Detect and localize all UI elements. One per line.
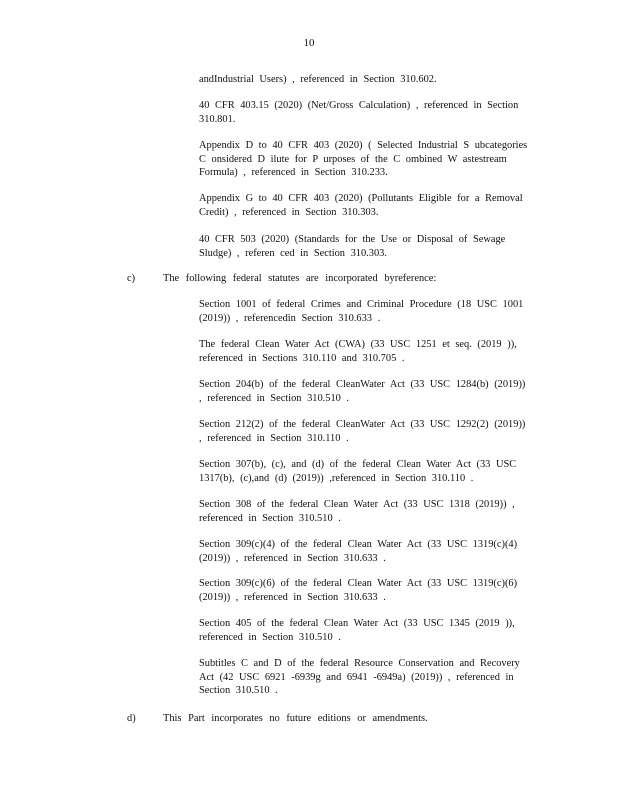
cfr-entry: 40 CFR 403.15 (2020) (Net/Gross Calculation) , referenced in Section 310.801. xyxy=(199,100,519,125)
statute-entry: Section 405 of the federal Clean Water Act (33 USC 1345 (2019 )), referenced in Section 310.510 . xyxy=(199,618,515,643)
section-d-text: This Part incorporates no future editions or amendments. xyxy=(163,713,428,724)
section-c-text: The following federal statutes are incorporated byreference: xyxy=(163,273,437,284)
statute-entry: Section 308 of the federal Clean Water Act (33 USC 1318 (2019)) , referenced in Section 310.510 . xyxy=(199,499,515,524)
statute-entry: Section 1001 of federal Crimes and Criminal Procedure (18 USC 1001 (2019)) , referencedin Section 310.633 . xyxy=(199,299,524,324)
section-c-label: c) xyxy=(127,273,136,284)
page-number: 10 xyxy=(303,37,315,49)
cfr-entry: 40 CFR 503 (2020) (Standards for the Use or Disposal of Sewage Sludge) , referen ced in Section 310.303. xyxy=(199,234,506,259)
statute-entry: The federal Clean Water Act (CWA) (33 USC 1251 et seq. (2019 )), referenced in Sections 310.110 and 310.705 . xyxy=(199,339,517,364)
statute-entry: Section 309(c)(4) of the federal Clean Water Act (33 USC 1319(c)(4) (2019)) , referenced in Section 310.633 . xyxy=(199,539,518,564)
statute-entry: Section 309(c)(6) of the federal Clean Water Act (33 USC 1319(c)(6) (2019)) , referenced in Section 310.633 . xyxy=(199,578,518,603)
statute-entry: Section 204(b) of the federal CleanWater Act (33 USC 1284(b) (2019)) , referenced in Section 310.510 . xyxy=(199,379,526,404)
statute-entry: Subtitles C and D of the federal Resource Conservation and Recovery Act (42 USC 6921 -6939g and 6941 -6949a) (2019)) , referenced in Section 310.510 . xyxy=(199,658,520,696)
cfr-entry: Appendix G to 40 CFR 403 (2020) (Pollutants Eligible for a Removal Credit) , referenced in Section 310.303. xyxy=(199,193,523,218)
section-d-label: d) xyxy=(127,713,136,724)
statute-entry: Section 307(b), (c), and (d) of the federal Clean Water Act (33 USC 1317(b), (c),and (d) (2019)) ,referenced in Section 310.110 . xyxy=(199,459,517,484)
statute-entry: Section 212(2) of the federal CleanWater Act (33 USC 1292(2) (2019)) , referenced in Section 310.110 . xyxy=(199,419,526,444)
cfr-entry: Appendix D to 40 CFR 403 (2020) ( Selected Industrial S ubcategories C onsidered D ilute for P urposes of the C ombined W astestream Formula) , referenced in Section 310.233. xyxy=(199,140,528,178)
cfr-entry: andIndustrial Users) , referenced in Section 310.602. xyxy=(199,74,437,85)
